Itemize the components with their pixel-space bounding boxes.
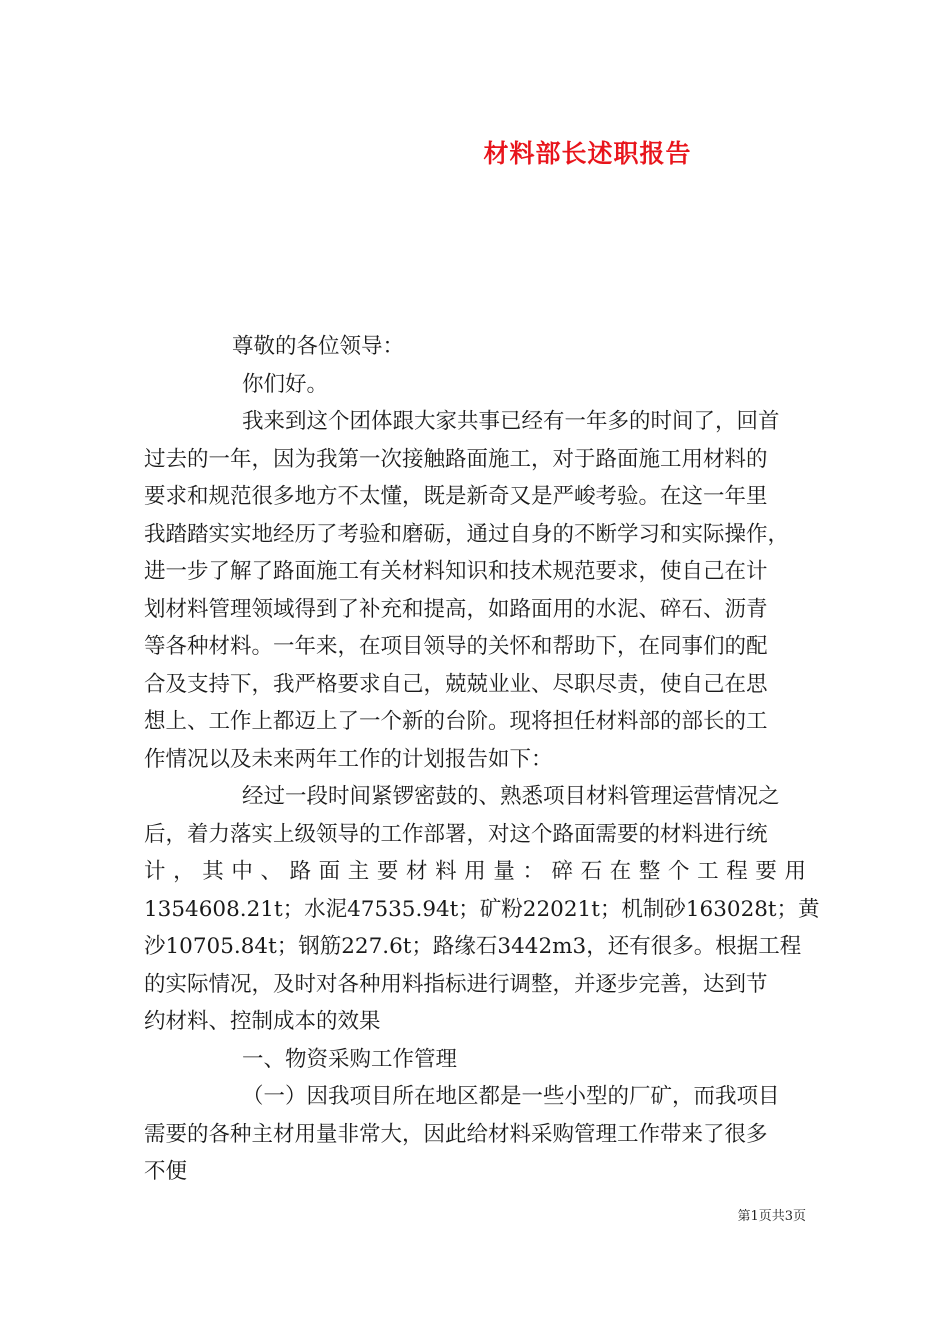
paragraph-line: 计，其中、路面主要材料用量：碎石在整个工程要用: [144, 859, 806, 884]
paragraph-line: 过去的一年，因为我第一次接触路面施工，对于路面施工用材料的: [144, 446, 768, 472]
page-footer: 第1页共3页: [737, 1209, 806, 1224]
paragraph-line: 需要的各种主材用量非常大，因此给材料采购管理工作带来了很多: [144, 1121, 768, 1147]
paragraph-line: 我来到这个团体跟大家共事已经有一年多的时间了，回首: [242, 409, 780, 434]
paragraph-line: 等各种材料。一年来，在项目领导的关怀和帮助下，在同事们的配: [144, 634, 768, 659]
document-body: [144, 328, 820, 1191]
paragraph-line: 后，着力落实上级领导的工作部署，对这个路面需要的材料进行统: [144, 821, 768, 847]
paragraph-line: （一）因我项目所在地区都是一些小型的厂矿，而我项目: [242, 1084, 780, 1109]
paragraph-line: 合及支持下，我严格要求自己，兢兢业业、尽职尽责，使自己在思: [144, 671, 768, 697]
paragraph-line: 约材料、控制成本的效果: [144, 1009, 381, 1034]
salutation: 尊敬的各位领导：: [232, 334, 405, 359]
paragraph-line: 想上、工作上都迈上了一个新的台阶。现将担任材料部的部长的工: [144, 709, 768, 734]
paragraph-line: 划材料管理领域得到了补充和提高，如路面用的水泥、碎石、沥青: [144, 596, 768, 622]
paragraph-line: 沙10705.84t；钢筋227.6t；路缘石3442m3，还有很多。根据工程: [144, 934, 802, 959]
paragraph-line: 我踏踏实实地经历了考验和磨砺，通过自身的不断学习和实际操作，: [144, 521, 790, 547]
paragraph-line: 1354608.21t；水泥47535.94t；矿粉22021t；机制砂163028t；黄: [144, 896, 820, 922]
paragraph-line: 作情况以及未来两年工作的计划报告如下：: [144, 746, 553, 772]
paragraph-line: 进一步了解了路面施工有关材料知识和技术规范要求，使自己在计: [144, 559, 768, 584]
document-title: 材料部长述职报告: [483, 139, 692, 168]
paragraph-line: 的实际情况，及时对各种用料指标进行调整，并逐步完善，达到节: [144, 971, 768, 997]
paragraph-line: 不便: [144, 1159, 188, 1184]
paragraph-line: 要求和规范很多地方不太懂，既是新奇又是严峻考验。在这一年里: [144, 484, 768, 509]
paragraph-line: 经过一段时间紧锣密鼓的、熟悉项目材料管理运营情况之: [242, 784, 780, 809]
section-heading: 一、物资采购工作管理: [242, 1046, 458, 1072]
greeting: 你们好。: [242, 371, 329, 397]
